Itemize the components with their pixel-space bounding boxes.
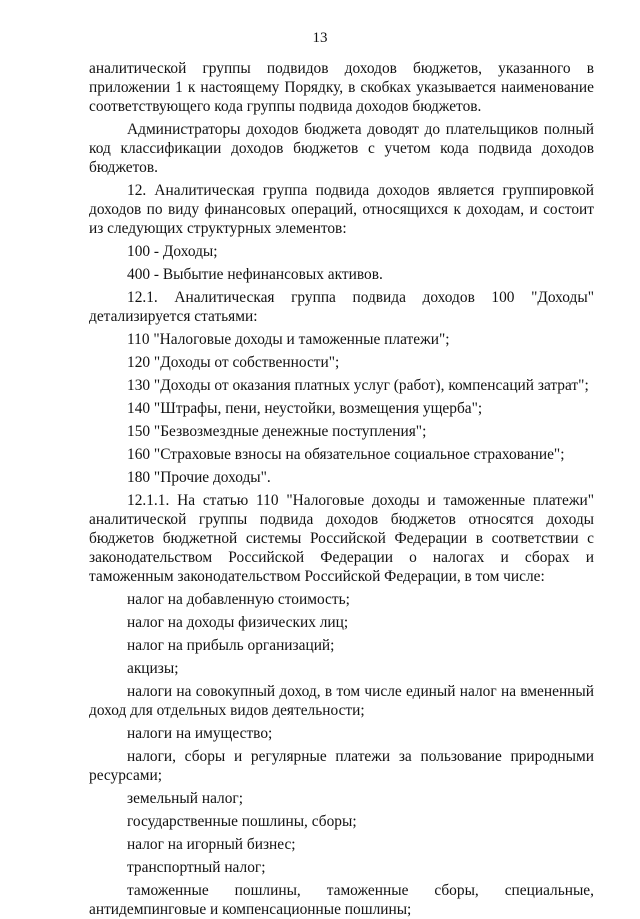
paragraph-administrators: Администраторы доходов бюджета доводят до плательщиков полный код классификации доходов бюджетов с учетом кода подвида доходов бюджетов.	[89, 121, 594, 176]
list-item: земельный налог;	[127, 790, 244, 807]
list-item: налоги на совокупный доход, в том числе единый налог на вмененный доход для отдельных видов деятельности;	[89, 683, 594, 719]
list-item: налог на игорный бизнес;	[127, 836, 296, 853]
paragraph-section-12-1-1: 12.1.1. На статью 110 "Налоговые доходы и таможенные платежи" аналитической группы подвида доходов бюджетов относятся доходы бюджетов бюджетной системы Российской Федерации в соответствии с законодательством Российской Федерации о налогах и сборах и таможенным законодательством Российской Федерации, в том числе:	[89, 492, 594, 585]
list-item: транспортный налог;	[127, 859, 266, 876]
article-item-110: 110 "Налоговые доходы и таможенные платежи";	[127, 331, 450, 348]
article-item-150: 150 "Безвозмездные денежные поступления";	[127, 423, 427, 440]
article-item-160: 160 "Страховые взносы на обязательное социальное страхование";	[127, 446, 565, 463]
group-item-100: 100 - Доходы;	[127, 243, 218, 260]
document-body	[89, 59, 594, 919]
list-item: налог на доходы физических лиц;	[127, 614, 349, 631]
paragraph-continuation: аналитической группы подвидов доходов бюджетов, указанного в приложении 1 к настоящему Порядку, в скобках указывается наименование соответствующего кода группы подвида доходов бюджетов.	[89, 60, 594, 115]
article-item-180: 180 "Прочие доходы".	[127, 469, 271, 486]
page-number: 13	[312, 30, 328, 46]
paragraph-section-12: 12. Аналитическая группа подвида доходов является группировкой доходов по виду финансовых операций, относящихся к доходам, и состоит из следующих структурных элементов:	[89, 182, 594, 237]
paragraph-section-12-1: 12.1. Аналитическая группа подвида доходов 100 "Доходы" детализируется статьями:	[89, 289, 594, 325]
article-item-120: 120 "Доходы от собственности";	[127, 354, 340, 371]
article-item-130: 130 "Доходы от оказания платных услуг (работ), компенсаций затрат";	[127, 377, 589, 394]
list-item: налог на добавленную стоимость;	[127, 591, 350, 608]
list-item: налог на прибыль организаций;	[127, 637, 335, 654]
list-item: налоги на имущество;	[127, 725, 273, 742]
list-item: таможенные пошлины, таможенные сборы, специальные, антидемпинговые и компенсационные пошлины;	[89, 882, 594, 918]
list-item: государственные пошлины, сборы;	[127, 813, 357, 830]
group-item-400: 400 - Выбытие нефинансовых активов.	[127, 266, 383, 283]
list-item: акцизы;	[127, 660, 179, 677]
list-item: налоги, сборы и регулярные платежи за пользование природными ресурсами;	[89, 748, 594, 784]
article-item-140: 140 "Штрафы, пени, неустойки, возмещения ущерба";	[127, 400, 483, 417]
